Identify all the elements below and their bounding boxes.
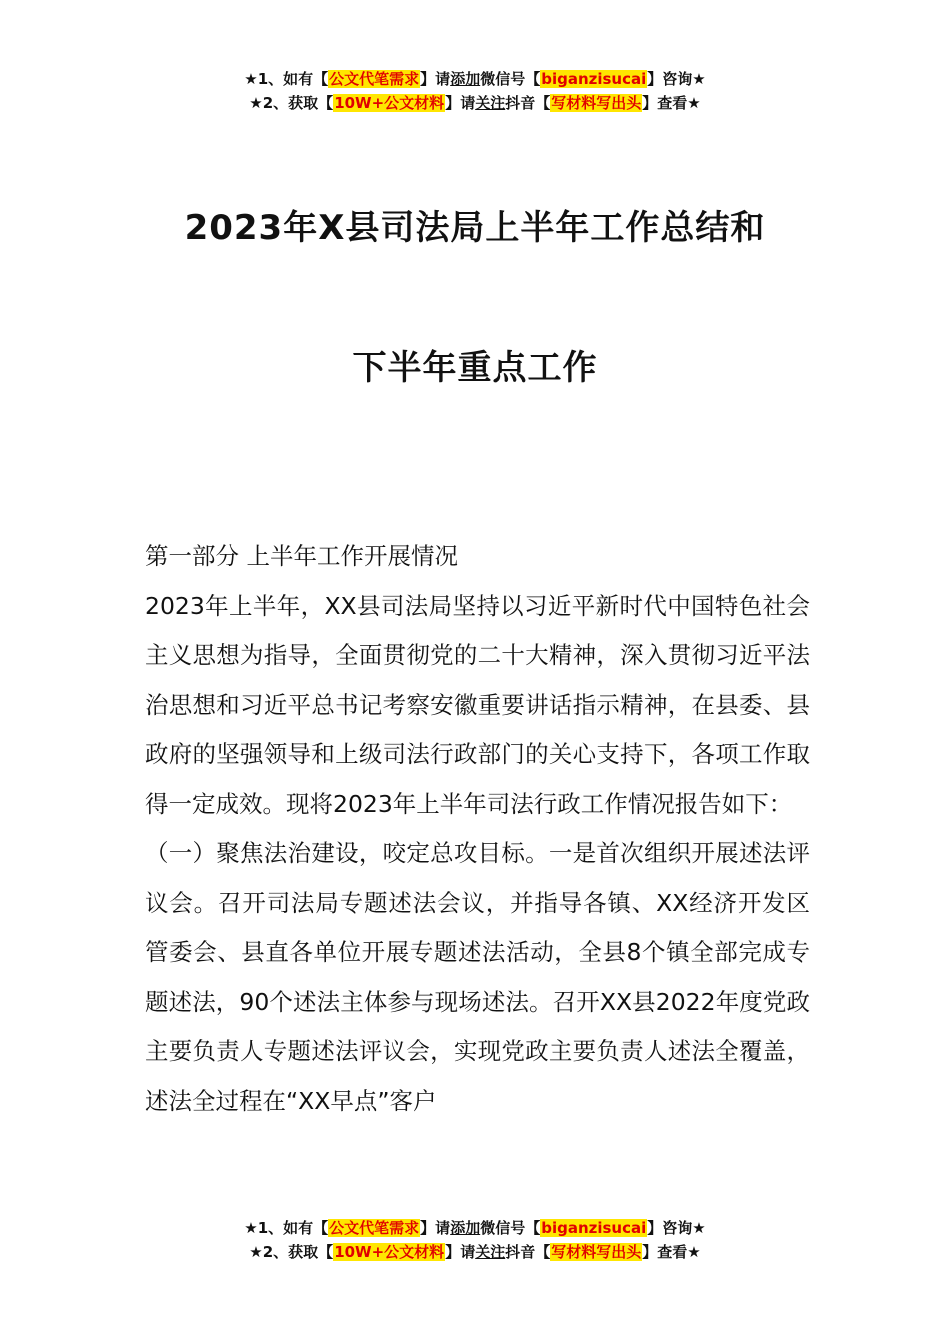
highlight-service: 公文代笔需求	[329, 70, 420, 88]
banner-line-1: ★1、如有【公文代笔需求】请添加微信号【biganzisucai】咨询★	[244, 70, 706, 88]
document-title-line-2: 下半年重点工作	[352, 348, 598, 388]
highlight-douyin-account: 写材料写出头	[551, 94, 642, 112]
header-banner	[0, 67, 950, 115]
highlight-materials: 10W+公文材料	[334, 1243, 445, 1261]
highlight-materials: 10W+公文材料	[334, 94, 445, 112]
highlight-wechat-id: biganzisucai	[541, 70, 647, 88]
document-title-line-1: 2023年X县司法局上半年工作总结和	[184, 208, 766, 248]
highlight-service: 公文代笔需求	[329, 1219, 420, 1237]
footer-banner	[0, 1216, 950, 1264]
body-paragraph: （一）聚焦法治建设，咬定总攻目标。一是首次组织开展述法评议会。召开司法局专题述法会议，并指导各镇、XX经济开发区管委会、县直各单位开展专题述法活动，全县8个镇全部完成专题述法，90个述法主体参与现场述法。召开XX县2022年度党政主要负责人专题述法评议会，实现党政主要负责人述法全覆盖，述法全过程在“XX早点”客户	[145, 839, 810, 1115]
banner-line-1: ★1、如有【公文代笔需求】请添加微信号【biganzisucai】咨询★	[244, 1219, 706, 1237]
highlight-wechat-id: biganzisucai	[541, 1219, 647, 1237]
body-paragraph: 2023年上半年，XX县司法局坚持以习近平新时代中国特色社会主义思想为指导，全面贯彻党的二十大精神，深入贯彻习近平法治思想和习近平总书记考察安徽重要讲话指示精神，在县委、县政府的坚强领导和上级司法行政部门的关心支持下，各项工作取得一定成效。现将2023年上半年司法行政工作情况报告如下：	[145, 591, 810, 818]
document-body	[145, 532, 810, 1126]
section-heading: 第一部分 上半年工作开展情况	[145, 542, 458, 570]
highlight-douyin-account: 写材料写出头	[551, 1243, 642, 1261]
banner-line-2: ★2、获取【10W+公文材料】请关注抖音【写材料写出头】查看★	[249, 94, 701, 112]
banner-line-2: ★2、获取【10W+公文材料】请关注抖音【写材料写出头】查看★	[249, 1243, 701, 1261]
